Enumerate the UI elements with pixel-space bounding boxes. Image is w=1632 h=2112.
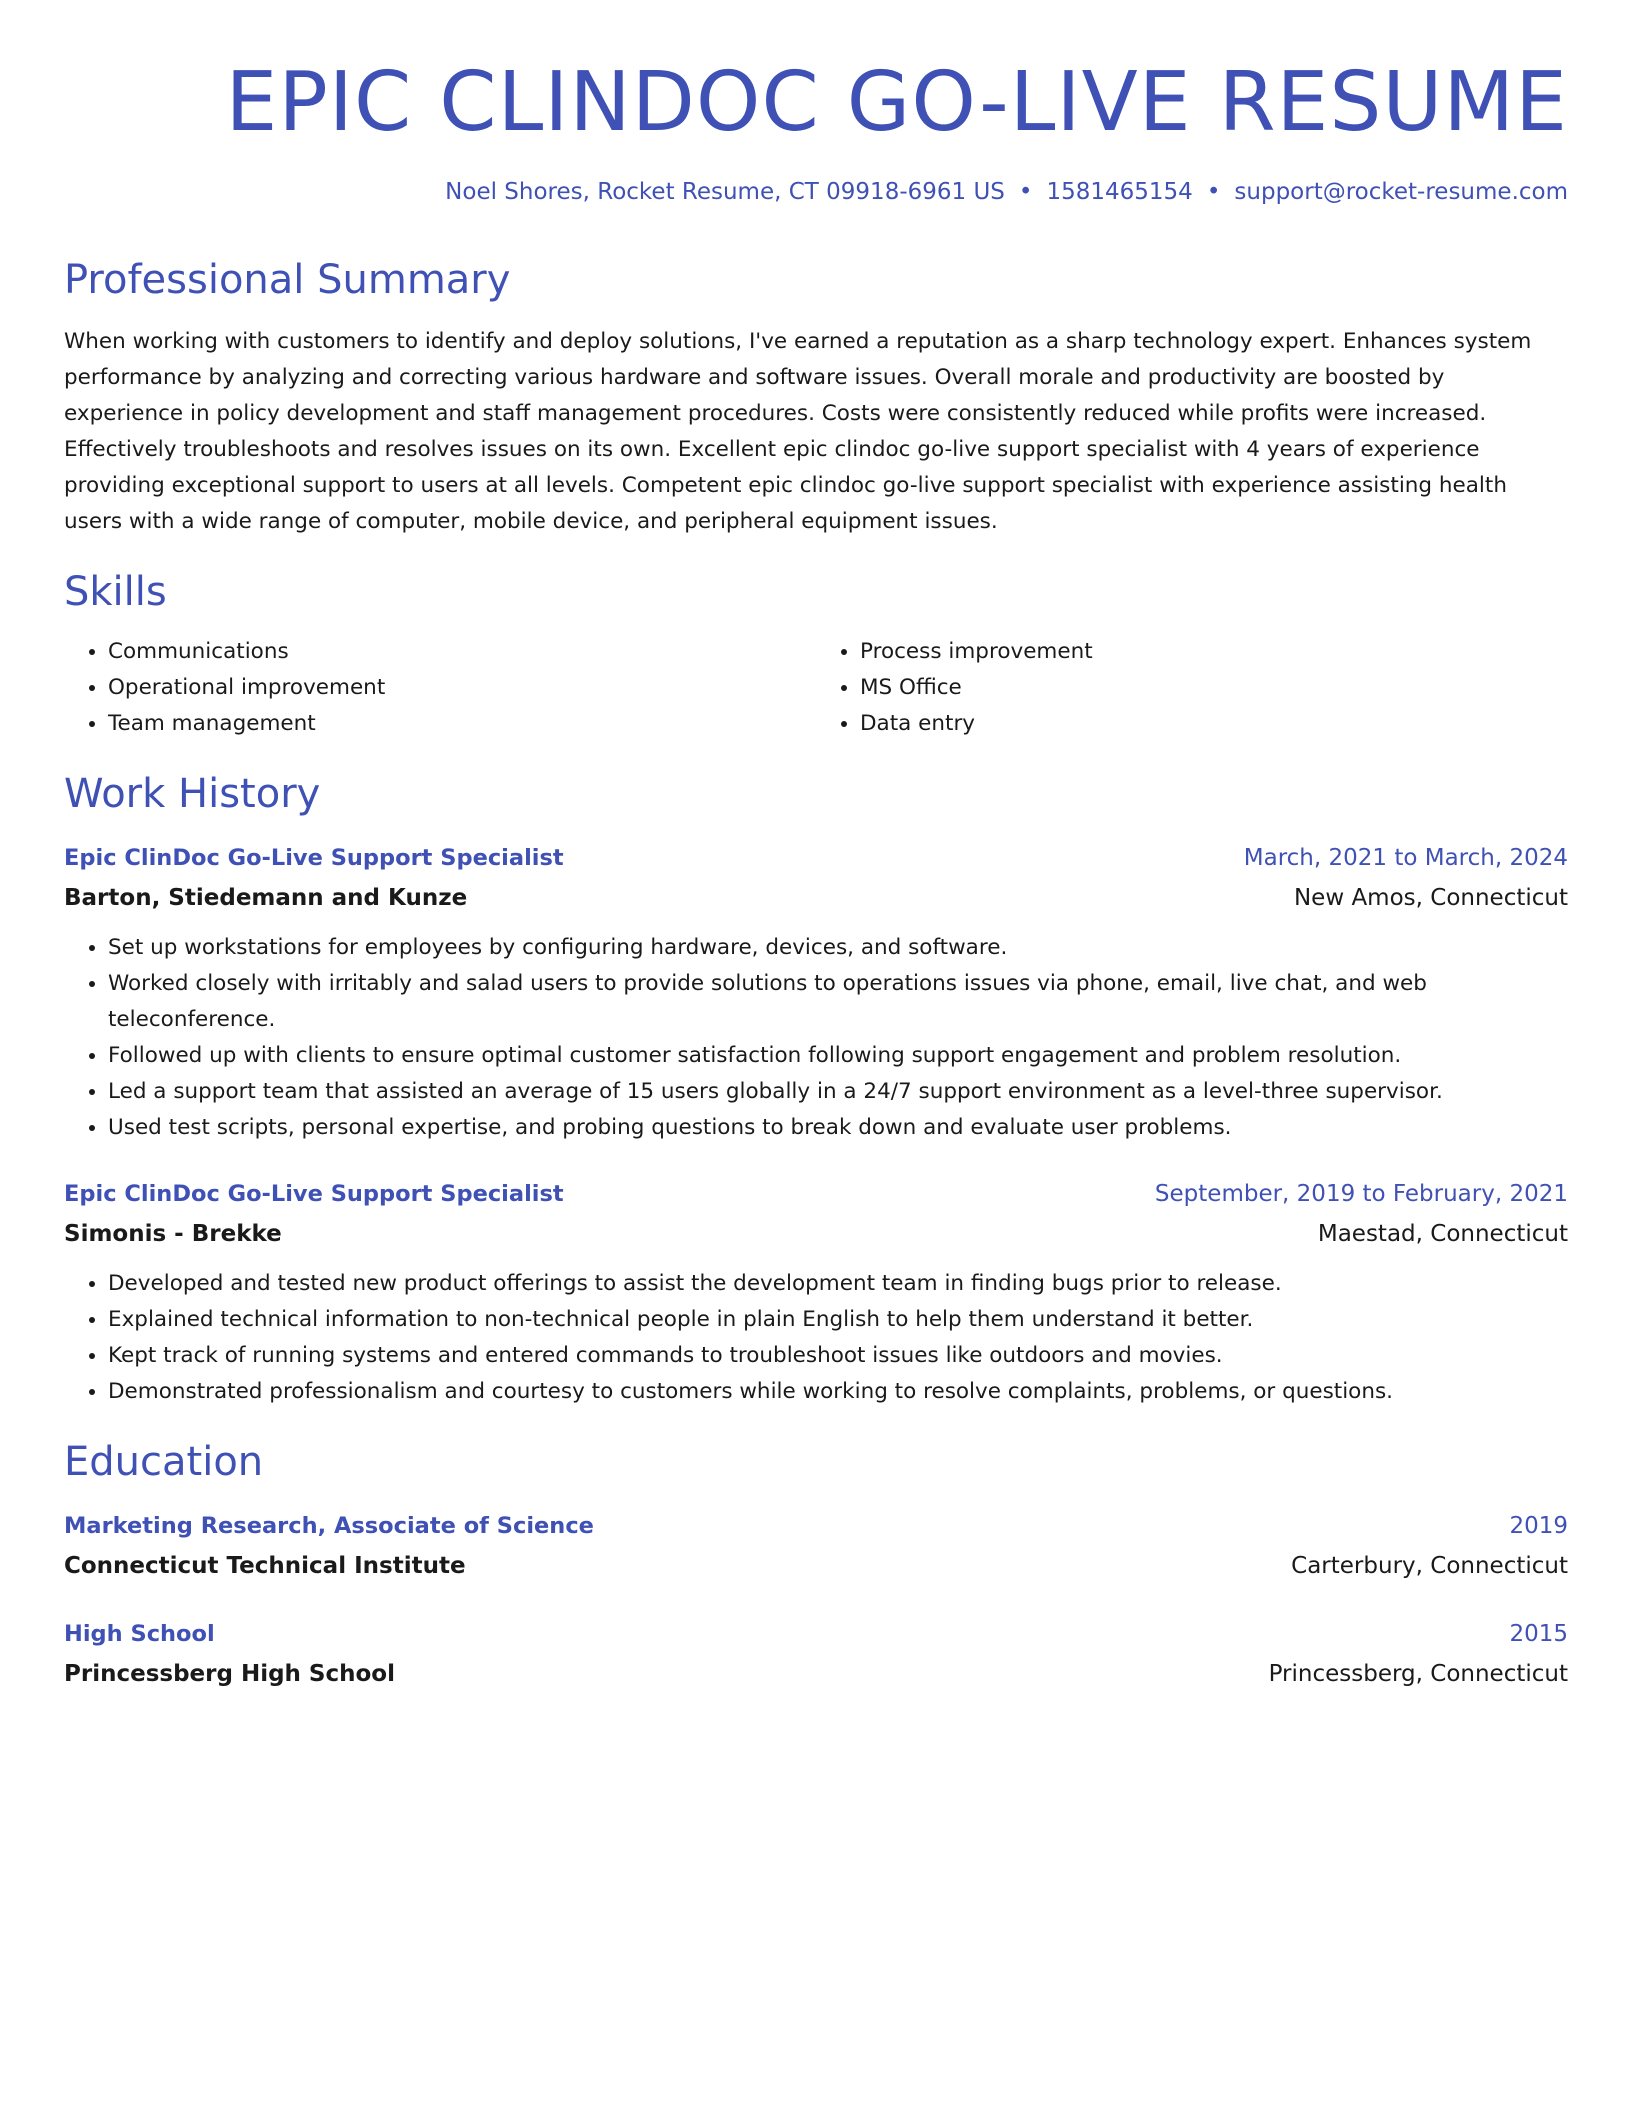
skill-item: • MS Office (860, 670, 1568, 706)
education-degree-row (64, 1614, 1568, 1654)
degree-name: Marketing Research, Associate of Science (64, 1513, 594, 1540)
work-history-heading: Work History (64, 771, 321, 818)
education-entry (64, 1614, 1568, 1694)
job-bullet: • Developed and tested new product offerings to assist the development team in finding bugs prior to release. (108, 1266, 1568, 1302)
summary-heading: Professional Summary (64, 257, 511, 304)
job-bullet: • Explained technical information to non-technical people in plain English to help them understand it better. (108, 1302, 1568, 1338)
graduation-year: 2015 (1509, 1621, 1568, 1648)
work-entry (64, 838, 1568, 1146)
school-location: Carterbury, Connecticut (1291, 1553, 1568, 1580)
job-bullets (64, 1266, 1568, 1410)
skill-item: • Operational improvement (108, 670, 816, 706)
degree-name: High School (64, 1621, 215, 1648)
company-name: Simonis - Brekke (64, 1221, 282, 1248)
job-dates: September, 2019 to February, 2021 (1154, 1181, 1568, 1208)
job-bullet: • Led a support team that assisted an average of 15 users globally in a 24/7 support environment as a level-three supervisor. (108, 1074, 1568, 1110)
skill-item: • Data entry (860, 706, 1568, 742)
job-dates: March, 2021 to March, 2024 (1243, 845, 1568, 872)
school-location: Princessberg, Connecticut (1268, 1661, 1568, 1688)
job-bullets (64, 930, 1568, 1146)
skills-column-left (64, 634, 816, 742)
job-bullet: • Demonstrated professionalism and courtesy to customers while working to resolve complaints, problems, or questions. (108, 1374, 1568, 1410)
job-title: Epic ClinDoc Go-Live Support Specialist (64, 1181, 564, 1208)
skills-column-right (816, 634, 1568, 742)
resume-header (64, 56, 1568, 208)
job-bullet: • Kept track of running systems and entered commands to troubleshoot issues like outdoors and movies. (108, 1338, 1568, 1374)
work-entry (64, 1174, 1568, 1410)
education-heading: Education (64, 1439, 264, 1486)
skill-item: • Communications (108, 634, 816, 670)
job-location: New Amos, Connecticut (1293, 885, 1568, 912)
skills-list (64, 634, 1568, 742)
job-location: Maestad, Connecticut (1317, 1221, 1568, 1248)
contact-email: support@rocket-resume.com (1234, 179, 1568, 206)
job-bullet: • Used test scripts, personal expertise, and probing questions to break down and evaluate user problems. (108, 1110, 1568, 1146)
contact-line (64, 178, 1568, 208)
skill-item: • Team management (108, 706, 816, 742)
work-entry-company-row (64, 1214, 1568, 1254)
school-name: Connecticut Technical Institute (64, 1553, 466, 1580)
work-entry-company-row (64, 878, 1568, 918)
job-title: Epic ClinDoc Go-Live Support Specialist (64, 845, 564, 872)
education-entry (64, 1506, 1568, 1586)
job-bullet: • Set up workstations for employees by configuring hardware, devices, and software. (108, 930, 1568, 966)
school-name: Princessberg High School (64, 1661, 395, 1688)
work-entry-title-row (64, 838, 1568, 878)
education-school-row (64, 1546, 1568, 1586)
summary-text: When working with customers to identify and deploy solutions, I've earned a reputation as a sharp technology expert. Enhances system performance by analyzing and correcting various hardware and software issues. Overall morale and productivity are boosted by experience in policy development and staff management procedures. Costs were consistently reduced while profits were increased. Effectively troubleshoots and resolves issues on its own. Excellent epic clindoc go-live support specialist with 4 years of experience providing exceptional support to users at all levels. Competent epic clindoc go-live support specialist with experience assisting health users with a wide range of computer, mobile device, and peripheral equipment issues. (64, 329, 1532, 535)
contact-address: Noel Shores, Rocket Resume, CT 09918-6961 US (445, 179, 1005, 206)
skill-item: • Process improvement (860, 634, 1568, 670)
resume-title: EPIC CLINDOC GO-LIVE RESUME (225, 55, 1568, 150)
work-entry-title-row (64, 1174, 1568, 1214)
education-degree-row (64, 1506, 1568, 1546)
contact-separator: • (1206, 179, 1221, 206)
company-name: Barton, Stiedemann and Kunze (64, 885, 468, 912)
contact-separator: • (1018, 179, 1033, 206)
education-school-row (64, 1654, 1568, 1694)
contact-phone: 1581465154 (1046, 179, 1193, 206)
graduation-year: 2019 (1509, 1513, 1568, 1540)
job-bullet: • Followed up with clients to ensure optimal customer satisfaction following support engagement and problem resolution. (108, 1038, 1568, 1074)
skills-heading: Skills (64, 569, 167, 616)
job-bullet: • Worked closely with irritably and salad users to provide solutions to operations issues via phone, email, live chat, and web teleconference. (108, 966, 1568, 1038)
